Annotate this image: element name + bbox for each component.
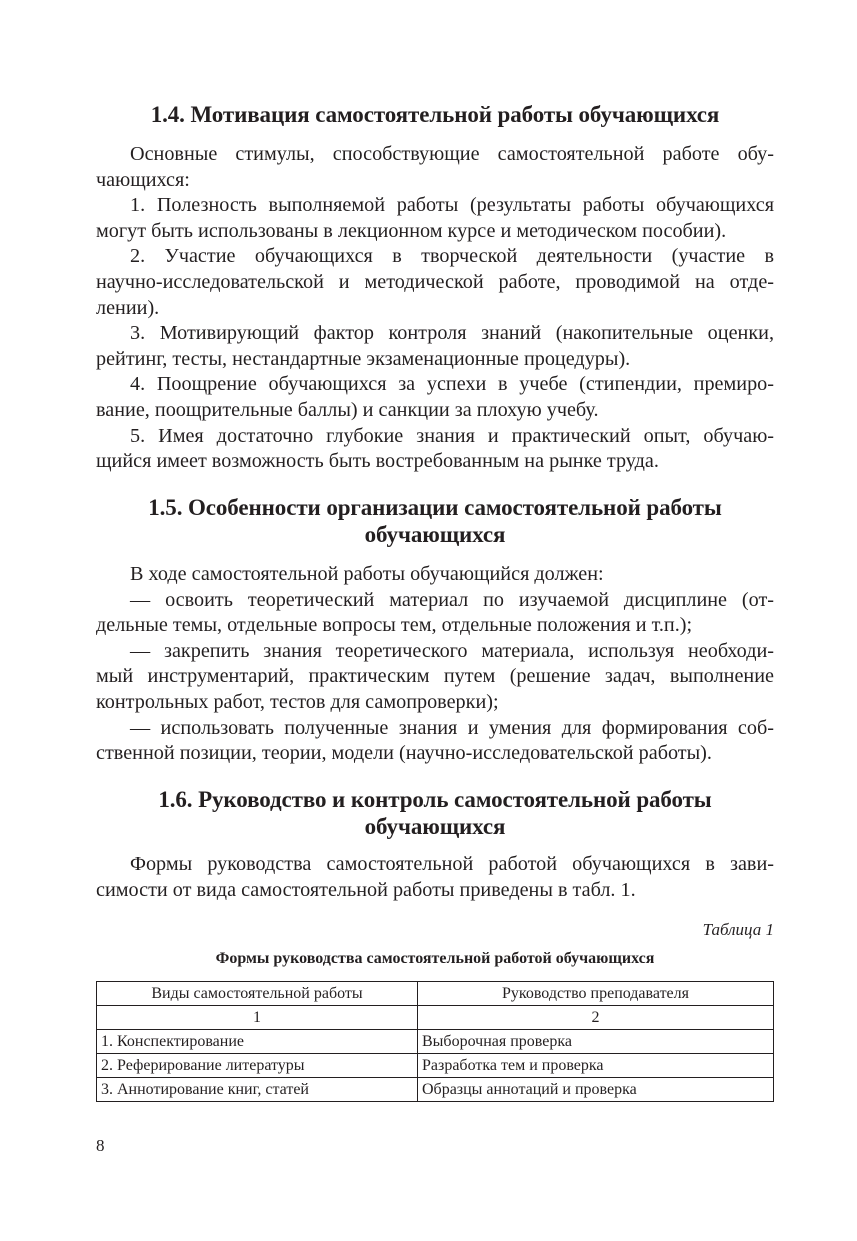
table-row: [97, 1030, 774, 1054]
section-heading-1-6-line2: обучающихся: [364, 814, 506, 839]
text-line: Основные стимулы, способствующие самостоятельной работе обу-: [130, 143, 774, 165]
list-item-1: 1. Полезность выполняемой работы (результаты работы обучающихся: [130, 194, 774, 217]
text-line: рейтинг, тесты, нестандартные экзаменационные процедуры).: [96, 347, 631, 370]
table-cell: Образцы аннотаций и проверка: [418, 1078, 774, 1102]
table-cell: 1. Конспектирование: [97, 1030, 418, 1054]
table-column-number-row: [97, 1006, 774, 1030]
text-line: Формы руководства самостоятельной работой обучающихся в зави-: [130, 853, 774, 875]
table-title: Формы руководства самостоятельной работой обучающихся: [215, 950, 655, 967]
list-item-5: 5. Имея достаточно глубокие знания и практический опыт, обучаю-: [130, 424, 774, 447]
table-header-cell: Руководство преподавателя: [418, 982, 774, 1006]
text-line: вание, поощрительные баллы) и санкции за плохую учебу.: [96, 398, 599, 421]
list-item-4: 4. Поощрение обучающихся за успехи в учебе (стипендии, премиро-: [130, 373, 774, 396]
table-row: [97, 1054, 774, 1078]
list-item-1: — освоить теоретический материал по изучаемой дисциплине (от-: [130, 588, 774, 611]
table-cell: 2. Реферирование литературы: [97, 1054, 418, 1078]
page-number: 8: [96, 1136, 105, 1155]
text-line: В ходе самостоятельной работы обучающийся должен:: [130, 563, 604, 585]
section-heading-1-5-line2: обучающихся: [364, 522, 506, 547]
section-heading-1-4: 1.4. Мотивация самостоятельной работы обучающихся: [150, 102, 720, 127]
text-line: дельные темы, отдельные вопросы тем, отдельные положения и т.п.);: [96, 614, 693, 637]
table-header-row: [97, 982, 774, 1006]
table-cell: Выборочная проверка: [418, 1030, 774, 1054]
section-1-6-body: [96, 852, 774, 903]
text-line: могут быть использованы в лекционном курсе и методическом пособии).: [96, 219, 727, 242]
table-cell: 1: [97, 1006, 418, 1030]
section-1-4-body: [96, 142, 774, 475]
section-heading-1-6-line1: 1.6. Руководство и контроль самостоятельной работы: [158, 787, 712, 812]
text-line: симости от вида самостоятельной работы приведены в табл. 1.: [96, 878, 636, 901]
list-item-2: — закрепить знания теоретического материала, используя необходи-: [130, 639, 774, 662]
section-heading-1-5-line1: 1.5. Особенности организации самостоятельной работы: [148, 495, 722, 520]
text-line: научно-исследовательской и методической работе, проводимой на отде-: [96, 270, 774, 293]
table-caption: Таблица 1: [702, 920, 774, 939]
table-header-cell: Виды самостоятельной работы: [97, 982, 418, 1006]
text-line: ственной позиции, теории, модели (научно-исследовательской работы).: [96, 742, 712, 765]
table-cell: Разработка тем и проверка: [418, 1054, 774, 1078]
list-item-3: 3. Мотивирующий фактор контроля знаний (накопительные оценки,: [130, 322, 774, 345]
guidance-table: [96, 981, 774, 1102]
table-cell: 3. Аннотирование книг, статей: [97, 1078, 418, 1102]
list-item-2: 2. Участие обучающихся в творческой деятельности (участие в: [130, 245, 774, 268]
text-line: мый инструментарий, практическим путем (решение задач, выполнение: [96, 665, 774, 688]
text-line: щийся имеет возможность быть востребованным на рынке труда.: [96, 450, 659, 473]
section-1-5-body: [96, 562, 774, 767]
list-item-3: — использовать полученные знания и умения для формирования соб-: [130, 716, 774, 739]
text-line: контрольных работ, тестов для самопроверки);: [96, 690, 499, 713]
text-line: чающихся:: [96, 168, 190, 191]
text-line: лении).: [96, 296, 160, 319]
table-row: [97, 1078, 774, 1102]
table-cell: 2: [418, 1006, 774, 1030]
